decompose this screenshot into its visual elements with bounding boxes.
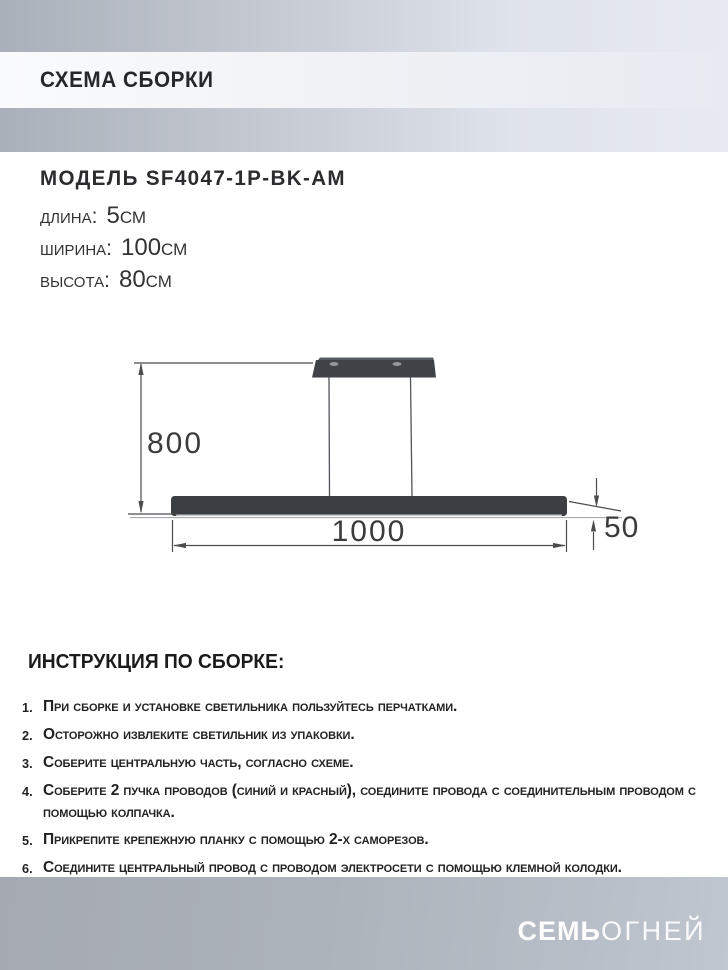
spec-length <box>40 200 352 232</box>
spec-width <box>40 232 352 264</box>
item-number: 3. <box>22 756 33 771</box>
instructions-list <box>22 696 724 880</box>
item-text: Осторожно извлеките светильник из упаковки. <box>43 726 355 743</box>
item-text: Соберите 2 пучка проводов (синий и красный), соедините провода с соединительным проводом с помощью колпачка. <box>43 782 696 821</box>
item-number: 2. <box>22 728 33 743</box>
spec-length-value: 5см <box>106 202 147 229</box>
instructions-section <box>22 651 724 885</box>
brand-logo-bold: СЕМЬ <box>517 915 601 946</box>
lamp-drawing <box>0 330 728 630</box>
item-number: 1. <box>22 700 33 715</box>
mount-screw-right <box>393 362 402 366</box>
spec-height-value: 80см <box>118 266 172 293</box>
dim-height-arrow-down <box>138 501 143 514</box>
suspension-wire-right <box>411 378 413 497</box>
dim-width-arrow-left <box>173 543 186 548</box>
header-title-strip <box>0 52 728 108</box>
footer-banner <box>0 877 728 970</box>
item-number: 6. <box>22 861 33 876</box>
item-number: 4. <box>22 784 33 799</box>
item-text: Прикрепите крепежную планку с помощью 2-х саморезов. <box>43 831 429 848</box>
spec-length-label: длина: <box>40 205 98 228</box>
model-info <box>40 167 352 296</box>
list-item <box>22 724 724 747</box>
item-text: Соберите центральную часть, согласно схеме. <box>43 754 354 771</box>
item-text: Соедините центральный провод с проводом электросети с помощью клемной колодки. <box>43 859 622 876</box>
mount-screw-left <box>330 362 339 366</box>
list-item <box>22 829 724 852</box>
item-text: При сборке и установке светильника пользуйтесь перчатками. <box>43 698 458 715</box>
spec-height <box>40 264 352 296</box>
spec-width-value: 100см <box>121 234 188 261</box>
model-name: МОДЕЛЬ SF4047-1P-BK-AM <box>40 167 346 190</box>
assembly-diagram <box>0 330 728 630</box>
dim-width-arrow-right <box>553 543 566 548</box>
ceiling-plate-top-face <box>318 358 434 361</box>
spec-width-label: ширина: <box>40 237 112 260</box>
item-number: 5. <box>22 833 33 848</box>
instructions-title: ИНСТРУКЦИЯ ПО СБОРКЕ: <box>28 651 285 673</box>
brand-logo-light: ОГНЕЙ <box>600 915 706 946</box>
dim-width-label: 1000 <box>331 515 407 548</box>
dim-height-arrow-up <box>138 363 143 376</box>
ceiling-plate <box>312 360 436 378</box>
dim-thickness-arrow-up <box>591 520 596 532</box>
dim-height-label: 800 <box>147 427 204 460</box>
spec-height-label: высота: <box>40 269 110 292</box>
header-banner <box>0 0 728 152</box>
dim-thickness-label: 50 <box>604 511 640 544</box>
list-item <box>22 780 724 824</box>
lamp-bar <box>171 496 567 516</box>
suspension-wire-left <box>329 378 330 497</box>
page-title: СХЕМА СБОРКИ <box>40 67 214 92</box>
brand-logo <box>518 916 706 947</box>
list-item <box>22 696 724 719</box>
list-item <box>22 752 724 775</box>
